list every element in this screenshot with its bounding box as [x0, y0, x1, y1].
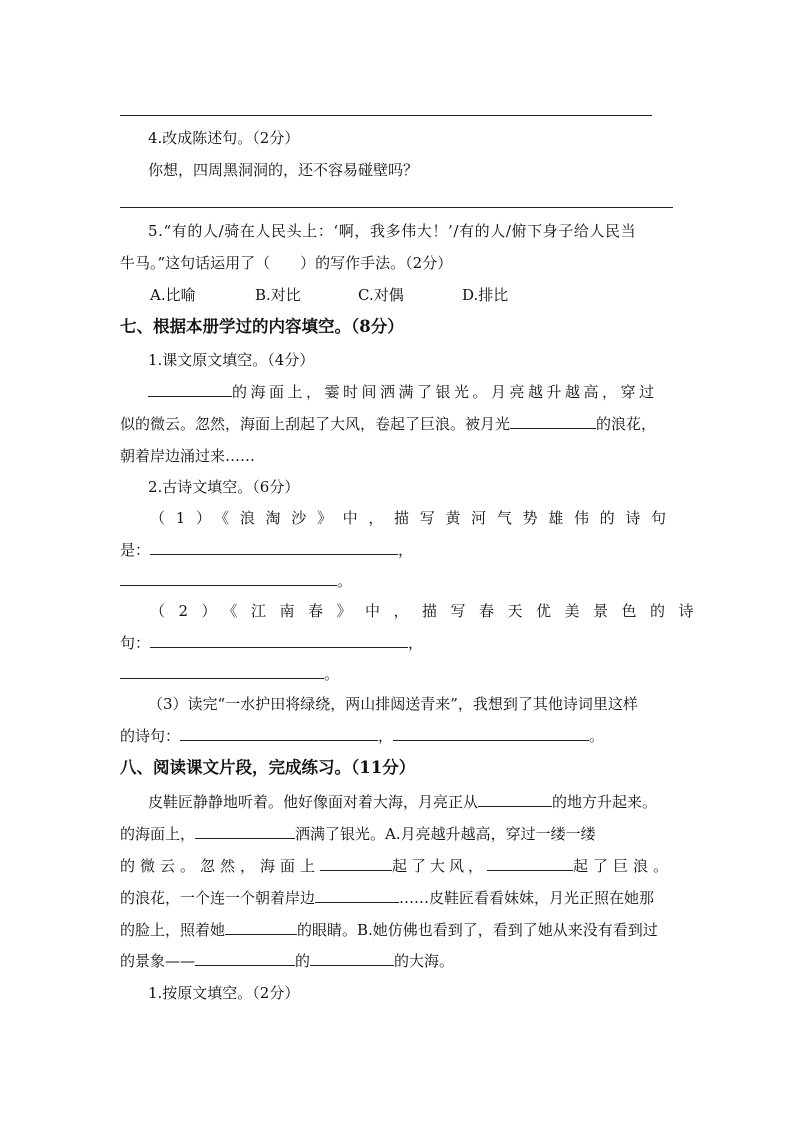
q5-line1: 5.“有的人/骑在人民头上：‘啊，我多伟大！’/有的人/俯下身子给人民当 [148, 222, 637, 240]
sec8-line3: 的微云。忽然，海面上 起了大风， 起了巨浪。 [120, 857, 674, 875]
sec7-p1c: 朝着岸边涌过来…… [120, 447, 256, 465]
section-8-title: 八、阅读课文片段，完成练习。（11分） [120, 758, 416, 777]
sec8-line4: 的浪花，一个连一个朝着岸边 ……皮鞋匠看看妹妹，月光正照在她那 [120, 889, 655, 907]
sec7-q2-text: （2）《江南春》中，描写春天优美景色的诗 [150, 602, 708, 620]
q5-option-b[interactable]: B.对比 [255, 286, 301, 304]
sec8-line6: 的景象—— 的 的大海。 [120, 952, 455, 970]
sec8-sub1: 1.按原文填空。（2分） [148, 984, 300, 1002]
fill-blank[interactable] [393, 726, 589, 741]
q5-option-d[interactable]: D.排比 [462, 286, 509, 304]
sec8-line5: 的脸上，照着她 的眼睛。B.她仿佛也看到了，看到了她从来没有看到过 [120, 921, 658, 939]
answer-line[interactable] [120, 115, 652, 116]
fill-blank[interactable] [225, 920, 297, 935]
section-7-title: 七、根据本册学过的内容填空。（8分） [120, 317, 404, 336]
fill-blank[interactable] [148, 382, 232, 397]
sec7-p1a: 的海面上，霎时间洒满了银光。月亮越升越高，穿过 [148, 382, 658, 402]
fill-blank[interactable] [510, 414, 596, 429]
sec7-sub2: 2.古诗文填空。（6分） [148, 478, 300, 496]
q5-option-c[interactable]: C.对偶 [358, 286, 404, 304]
sec7-q2-line: 句： ， [120, 634, 424, 652]
fill-blank[interactable] [195, 951, 295, 966]
sec7-q1-line: 是： ， [120, 541, 414, 559]
fill-blank[interactable] [150, 633, 408, 648]
q4-sentence: 你想，四周黑洞洞的，还不容易碰壁吗？ [148, 161, 419, 179]
fill-blank[interactable] [320, 856, 392, 871]
q4-label: 4.改成陈述句。（2分） [148, 129, 300, 147]
sec7-q1-text: （1）《浪淘沙》中，描写黄河气势雄伟的诗句 [150, 509, 677, 527]
fill-blank[interactable] [487, 856, 573, 871]
sec7-p1b: 似的微云。忽然，海面上刮起了大风，卷起了巨浪。被月光 的浪花， [120, 415, 657, 433]
fill-blank[interactable] [120, 664, 324, 679]
sec8-line1: 皮鞋匠静静地听着。他好像面对着大海，月亮正从 的地方升起来。 [148, 793, 658, 811]
sec8-line2: 的海面上， 洒满了银光。A.月亮越升越高，穿过一缕一缕 [120, 825, 596, 843]
fill-blank[interactable] [310, 951, 394, 966]
fill-blank[interactable] [195, 824, 295, 839]
fill-blank[interactable] [150, 540, 398, 555]
sec7-sub1: 1.课文原文填空。（4分） [148, 351, 315, 369]
fill-blank[interactable] [315, 888, 399, 903]
sec7-q1-line2: 。 [120, 571, 352, 591]
q5-option-a[interactable]: A.比喻 [150, 286, 196, 304]
answer-line[interactable] [120, 207, 673, 208]
sec7-q3-line1: （3）读完“一水护田将绿绕，两山排闼送青来”，我想到了其他诗词里这样 [148, 695, 638, 713]
fill-blank[interactable] [180, 726, 378, 741]
q5-line2: 牛马。”这句话运用了（ ）的写作手法。（2分） [120, 254, 453, 272]
fill-blank[interactable] [478, 792, 552, 807]
sec7-q2-line2: 。 [120, 664, 339, 684]
fill-blank[interactable] [120, 571, 337, 586]
sec7-q3-line2: 的诗句： ， 。 [120, 727, 605, 745]
